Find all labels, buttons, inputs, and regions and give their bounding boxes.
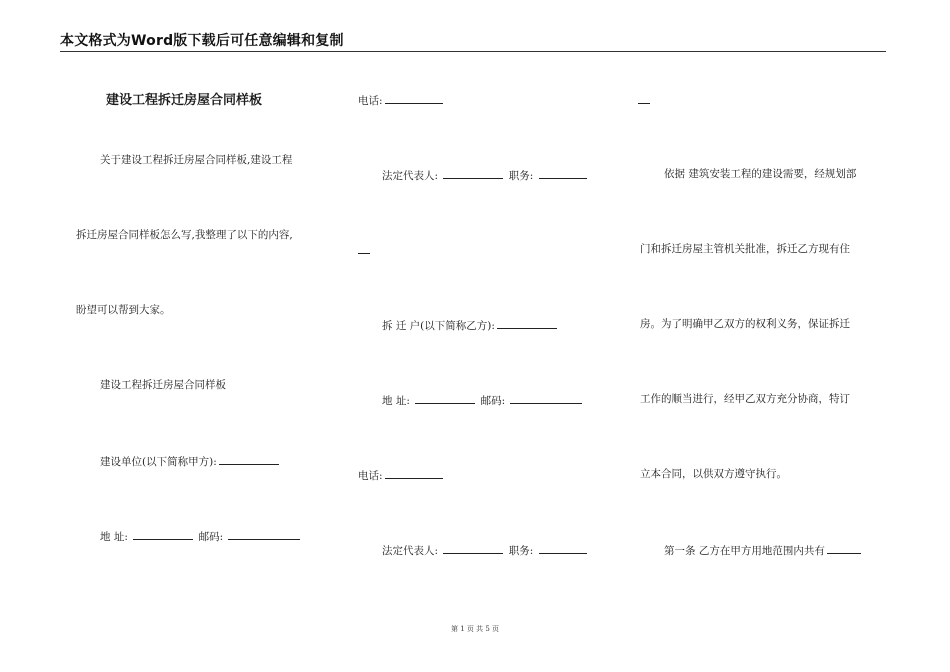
column-middle	[350, 0, 610, 672]
postcode-blank	[228, 528, 300, 540]
paragraph-line-5: 立本合同，以供双方遵守执行。	[640, 468, 787, 480]
position-label: 职务:	[508, 170, 534, 182]
intro-line-3: 盼望可以帮到大家。	[76, 304, 171, 316]
party-a-label: 建设单位(以下简称甲方):	[100, 456, 217, 468]
phone-blank	[385, 467, 443, 479]
legal-rep-blank	[443, 542, 503, 554]
intro-line-1: 关于建设工程拆迁房屋合同样板,建设工程	[100, 154, 293, 166]
address-label: 地 址:	[382, 395, 410, 407]
contract-title: 建设工程拆迁房屋合同样板	[106, 93, 263, 108]
article-1-blank	[827, 542, 861, 554]
continuation-underline	[358, 242, 370, 258]
party-a-legal-rep-line	[382, 167, 589, 183]
paragraph-line-1: 依据 建筑安装工程的建设需要，经规划部	[664, 168, 857, 180]
article-1-line	[664, 542, 863, 558]
legal-rep-label: 法定代表人:	[382, 170, 439, 182]
party-b-legal-rep-line	[382, 542, 589, 558]
party-b-address-line	[382, 392, 584, 408]
document-header-banner: 本文格式为Word版下载后可任意编辑和复制	[60, 33, 344, 49]
postcode-label: 邮码:	[480, 395, 506, 407]
postcode-blank	[510, 392, 582, 404]
continuation-underline	[638, 92, 650, 108]
party-b-line	[382, 317, 559, 333]
article-1-text: 第一条 乙方在甲方用地范围内共有	[664, 545, 825, 557]
legal-rep-blank	[443, 167, 503, 179]
phone-label: 电话:	[358, 95, 383, 107]
position-blank	[539, 167, 587, 179]
party-a-blank	[219, 453, 279, 465]
position-blank	[539, 542, 587, 554]
paragraph-line-2: 门和拆迁房屋主管机关批准，拆迁乙方现有住	[640, 243, 850, 255]
column-left	[60, 0, 330, 672]
party-b-blank	[497, 317, 557, 329]
party-a-line	[100, 453, 281, 469]
column-right	[630, 0, 890, 672]
phone-label: 电话:	[358, 470, 383, 482]
party-a-phone-line	[358, 92, 445, 108]
legal-rep-label: 法定代表人:	[382, 545, 439, 557]
phone-blank	[385, 92, 443, 104]
party-b-label: 拆 迁 户(以下简称乙方):	[382, 320, 495, 332]
party-b-phone-line	[358, 467, 445, 483]
position-label: 职务:	[508, 545, 534, 557]
address-blank	[133, 528, 193, 540]
contract-subtitle: 建设工程拆迁房屋合同样板	[100, 379, 226, 391]
party-a-address-line	[100, 528, 302, 544]
address-label: 地 址:	[100, 531, 128, 543]
paragraph-line-3: 房。为了明确甲乙双方的权利义务，保证拆迁	[640, 318, 850, 330]
address-blank	[415, 392, 475, 404]
postcode-label: 邮码:	[198, 531, 224, 543]
paragraph-line-4: 工作的顺当进行，经甲乙双方充分协商，特订	[640, 393, 850, 405]
intro-line-2: 拆迁房屋合同样板怎么写,我整理了以下的内容,	[76, 229, 293, 241]
page-number: 第 1 页 共 5 页	[450, 625, 500, 633]
